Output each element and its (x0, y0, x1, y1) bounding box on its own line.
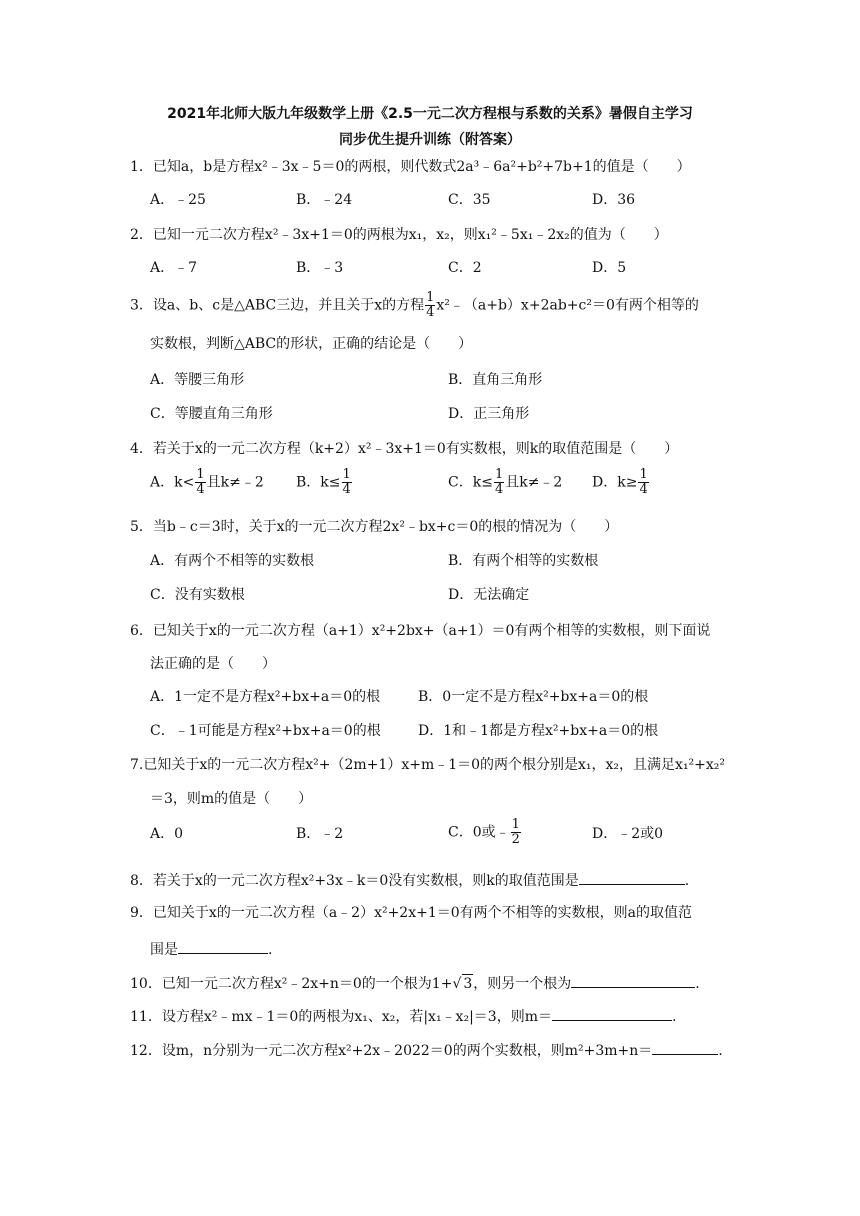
question-text-cont: ，则另一个根为 (473, 976, 572, 992)
option-c: C．﹣1可能是方程x²+bx+a＝0的根 (150, 723, 381, 739)
question-4 (130, 440, 678, 458)
option-b: B．k≤ $\frac{1}{4}$ (296, 467, 351, 497)
question-text: 已知关于x的一元二次方程x²+（2m+1）x+m﹣1＝0的两个根分别是x₁，x₂，且满足x₁²+x₂² (143, 757, 726, 773)
answer-blank[interactable] (652, 1040, 718, 1055)
question-3-line2: 实数根，判断△ABC的形状，正确的结论是（ ） (150, 336, 473, 352)
fraction-one-half: $\frac{1}{2}$ (511, 817, 520, 847)
answer-blank[interactable] (552, 1006, 672, 1021)
option-a: A．有两个不相等的实数根 (150, 553, 315, 569)
option-b: B．﹣2 (296, 826, 344, 842)
option-c: C．2 (448, 260, 482, 276)
option-a: A．0 (150, 826, 184, 842)
question-text: 已知关于x的一元二次方程（a+1）x²+2bx+（a+1）＝0有两个相等的实数根，则下面说 (152, 623, 711, 639)
question-2 (130, 226, 668, 244)
question-number: 9． (130, 905, 153, 921)
question-7 (130, 756, 725, 774)
option-c: C．0或﹣ $\frac{1}{2}$ (448, 817, 520, 847)
sqrt-radicand: 3 (463, 976, 473, 992)
option-a: A．﹣25 (150, 192, 206, 208)
question-11: 11．设方程x²﹣mx﹣1＝0的两根为x₁、x₂，若|x₁﹣x₂|＝3，则m＝ . (130, 1006, 676, 1026)
sqrt-sign-icon: √ (452, 976, 462, 992)
option-d: D．36 (592, 192, 636, 208)
option-d: D．k≥ $\frac{1}{4}$ (592, 467, 648, 497)
option-c: C．35 (448, 192, 491, 208)
question-9-line2: 围是 . (150, 939, 272, 959)
option-b: B．有两个相等的实数根 (448, 553, 599, 569)
question-number: 1． (130, 159, 153, 175)
option-d: D．无法确定 (448, 587, 530, 603)
question-6-line2: 法正确的是（ ） (150, 656, 276, 672)
option-c: C．等腰直角三角形 (150, 406, 273, 422)
answer-blank[interactable] (571, 973, 695, 988)
option-b: B．0一定不是方程x²+bx+a＝0的根 (418, 689, 649, 705)
question-text: 若关于x的一元二次方程（k+2）x²﹣3x+1＝0有实数根，则k的取值范围是（ ） (152, 441, 679, 457)
question-text: 已知关于x的一元二次方程（a﹣2）x²+2x+1＝0有两个不相等的实数根，则a的取值范 (152, 905, 693, 921)
question-8: 8．若关于x的一元二次方程x²+3x﹣k＝0没有实数根，则k的取值范围是 . (130, 870, 689, 890)
doc-title-line2: 同步优生提升训练（附答案） (339, 132, 521, 148)
fraction-one-quarter: $\frac{1}{4}$ (494, 467, 504, 497)
option-a: A．1一定不是方程x²+bx+a＝0的根 (150, 689, 381, 705)
question-number: 11． (130, 1009, 162, 1025)
question-9 (130, 904, 692, 922)
question-1 (130, 158, 691, 176)
question-text: 当b﹣c＝3时，关于x的一元二次方程2x²﹣bx+c＝0的根的情况为（ ） (152, 519, 619, 535)
question-text: 已知一元二次方程x²﹣3x+1＝0的两根为x₁，x₂，则x₁²﹣5x₁﹣2x₂的值为（ ） (152, 227, 668, 243)
question-number: 3． (130, 297, 153, 314)
option-d: D．正三角形 (448, 406, 530, 422)
question-6 (130, 622, 710, 640)
option-d: D．1和﹣1都是方程x²+bx+a＝0的根 (418, 723, 659, 739)
question-text: 若关于x的一元二次方程x²+3x﹣k＝0没有实数根，则k的取值范围是 (152, 873, 579, 889)
question-number: 6． (130, 623, 153, 639)
option-d: D．﹣2或0 (592, 826, 664, 842)
answer-blank[interactable] (178, 939, 268, 954)
option-c: C．k≤ $\frac{1}{4}$ 且k≠﹣2 (448, 467, 563, 497)
question-number: 12． (130, 1043, 162, 1059)
option-b: B．﹣3 (296, 260, 344, 276)
question-text: 已知a，b是方程x²﹣3x﹣5＝0的两根，则代数式2a³﹣6a²+b²+7b+1的值是（ ） (152, 159, 691, 175)
question-text: 设方程x²﹣mx﹣1＝0的两根为x₁、x₂，若|x₁﹣x₂|＝3，则m＝ (161, 1009, 552, 1025)
option-c: C．没有实数根 (150, 587, 245, 603)
question-3 (130, 291, 699, 320)
doc-title-line1: 2021年北师大版九年级数学上册《2.5一元二次方程根与系数的关系》暑假自主学习 (167, 106, 693, 122)
option-d: D．5 (592, 260, 627, 276)
question-10: 10．已知一元二次方程x²﹣2x+n＝0的一个根为1+√ 3，则另一个根为 . (130, 973, 700, 993)
question-12: 12．设m，n分别为一元二次方程x²+2x﹣2022＝0的两个实数根，则m²+3m+n＝ . (130, 1040, 723, 1060)
fraction-one-quarter: $\frac{1}{4}$ (342, 467, 351, 497)
option-b: B．直角三角形 (448, 372, 543, 388)
answer-blank[interactable] (579, 870, 685, 885)
question-number: 4． (130, 441, 153, 457)
option-b: B．﹣24 (296, 192, 353, 208)
question-number: 7. (130, 757, 144, 773)
question-number: 8． (130, 873, 153, 889)
question-number: 10． (130, 976, 162, 992)
option-a: A．k< $\frac{1}{4}$ 且k≠﹣2 (150, 467, 264, 497)
question-text: 已知一元二次方程x²﹣2x+n＝0的一个根为1+ (161, 976, 453, 992)
question-number: 5． (130, 519, 153, 535)
option-a: A．﹣7 (150, 260, 198, 276)
option-a: A．等腰三角形 (150, 372, 245, 388)
question-text: 设m，n分别为一元二次方程x²+2x﹣2022＝0的两个实数根，则m²+3m+n＝ (161, 1043, 653, 1059)
question-number: 2． (130, 227, 153, 243)
question-5 (130, 518, 618, 536)
fraction-one-quarter: $\frac{1}{4}$ (196, 467, 205, 497)
question-text: 设a、b、c是△ABC三边，并且关于x的方程 (152, 297, 425, 314)
fraction-one-quarter: $\frac{1}{4}$ (426, 290, 435, 320)
question-text-cont: x²﹣（a+b）x+2ab+c²＝0有两个相等的 (436, 297, 699, 314)
fraction-one-quarter: $\frac{1}{4}$ (639, 467, 648, 497)
question-7-line2: ＝3，则m的值是（ ） (150, 791, 313, 807)
